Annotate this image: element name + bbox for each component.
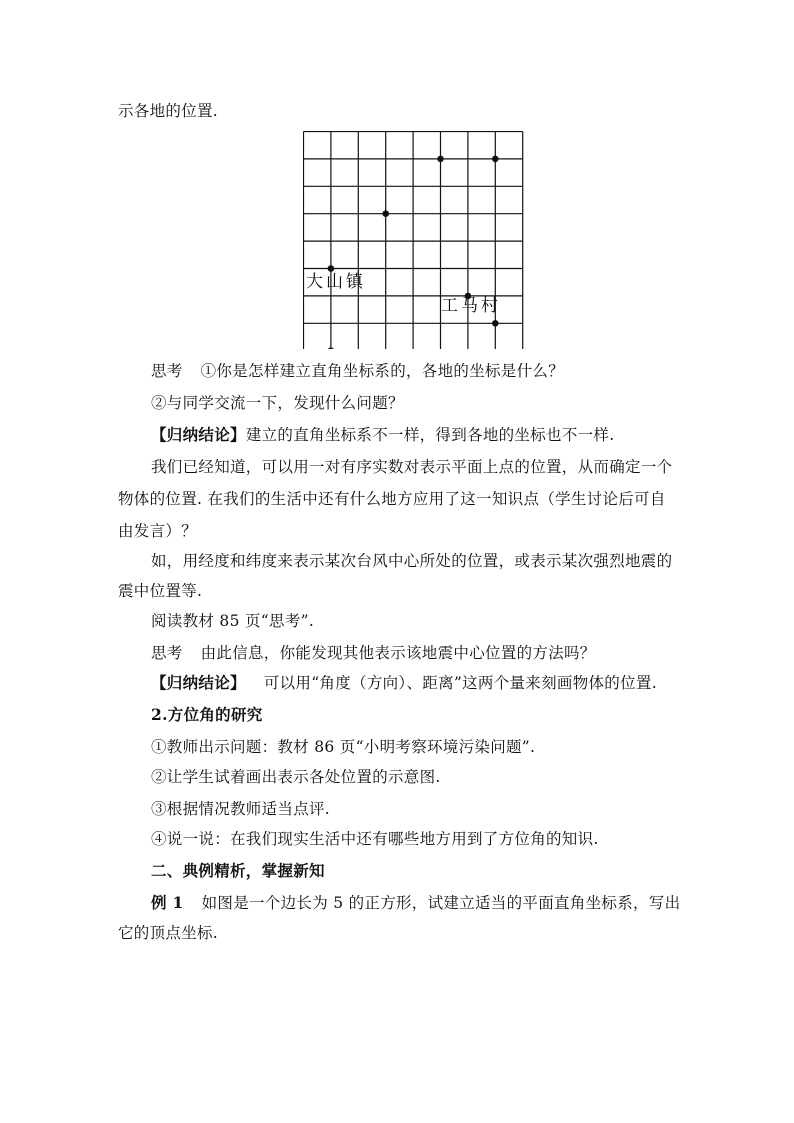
text-line bbox=[151, 360, 564, 382]
conclusion-label: 【归纳结论】 bbox=[151, 425, 246, 444]
section-heading: 二、典例精析，掌握新知 bbox=[151, 861, 325, 880]
grid-point bbox=[492, 320, 499, 327]
text-line bbox=[151, 424, 614, 446]
text-line: 它的顶点坐标. bbox=[118, 924, 219, 942]
label-dashan-town: 大山镇 bbox=[306, 272, 366, 292]
conclusion-label: 【归纳结论】 bbox=[151, 673, 246, 692]
text-line: ④说一说：在我们现实生活中还有哪些地方用到了方位角的知识. bbox=[151, 830, 599, 848]
think-label: 思考 bbox=[151, 644, 183, 662]
label-gongma-village: 工马村 bbox=[441, 296, 501, 316]
section-heading: 2.方位角的研究 bbox=[151, 705, 263, 724]
grid-point bbox=[328, 265, 335, 272]
text-line: 如，用经度和纬度来表示某次台风中心所处的位置，或表示某次强烈地震的 bbox=[151, 552, 673, 570]
text-line: 我们已经知道，可以用一对有序实数对表示平面上点的位置，从而确定一个 bbox=[151, 458, 673, 476]
grid-point bbox=[492, 156, 499, 163]
grid-point bbox=[437, 156, 444, 163]
text-line: ②与同学交流一下，发现什么问题？ bbox=[151, 394, 404, 412]
text-line: 震中位置等. bbox=[118, 582, 203, 600]
think-label: 思考 bbox=[151, 362, 183, 380]
text-line: 阅读教材 85 页“思考”. bbox=[151, 612, 315, 630]
example-text: 如图是一个边长为 5 的正方形，试建立适当的平面直角坐标系，写出 bbox=[201, 894, 681, 912]
text-line: ③根据情况教师适当点评. bbox=[151, 800, 331, 818]
text-line: ②让学生试着画出表示各处位置的示意图. bbox=[151, 768, 441, 786]
text-line: 示各地的位置. bbox=[118, 102, 219, 120]
grid-point bbox=[382, 210, 389, 217]
coordinate-grid-figure bbox=[303, 131, 527, 349]
text-line: ①教师出示问题：教材 86 页“小明考察环境污染问题”. bbox=[151, 738, 536, 756]
text-line bbox=[151, 642, 596, 664]
think-question-2: 由此信息，你能发现其他表示该地震中心位置的方法吗？ bbox=[200, 644, 596, 662]
grid-point bbox=[328, 347, 335, 349]
example-label: 例 1 bbox=[151, 893, 184, 912]
conclusion-text: 建立的直角坐标系不一样，得到各地的坐标也不一样. bbox=[245, 426, 615, 444]
text-line bbox=[151, 892, 680, 914]
think-question-1: ①你是怎样建立直角坐标系的，各地的坐标是什么？ bbox=[200, 362, 565, 380]
text-line bbox=[151, 672, 657, 694]
conclusion-text: 可以用“角度（方向）、距离”这两个量来刻画物体的位置. bbox=[263, 674, 657, 692]
text-line: 物体的位置. 在我们的生活中还有什么地方应用了这一知识点（学生讨论后可自 bbox=[118, 490, 666, 508]
text-line: 由发言）？ bbox=[118, 522, 198, 540]
